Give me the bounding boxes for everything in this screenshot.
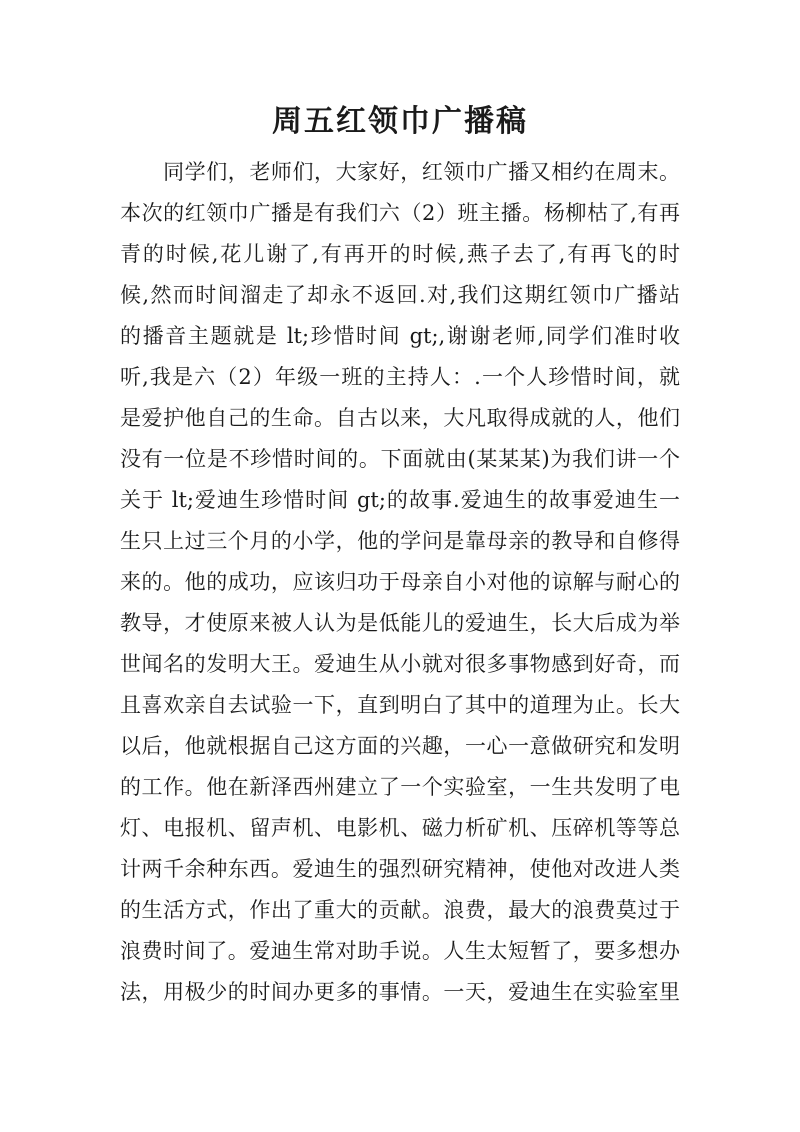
body-line: 听,我是六（2）年级一班的主持人：.一个人珍惜时间，就 xyxy=(120,365,680,389)
body-line: 的工作。他在新泽西州建立了一个实验室，一生共发明了电 xyxy=(120,775,680,799)
body-line: 法，用极少的时间办更多的事情。一天，爱迪生在实验室里 xyxy=(120,980,680,1004)
body-line: 候,然而时间溜走了却永不返回.对,我们这期红领巾广播站 xyxy=(120,283,680,307)
document-title: 周五红领巾广播稿 xyxy=(272,104,528,139)
body-line: 灯、电报机、留声机、电影机、磁力析矿机、压碎机等等总 xyxy=(120,816,680,840)
body-line: 青的时候,花儿谢了,有再开的时候,燕子去了,有再飞的时 xyxy=(120,242,680,266)
body-line: 关于 lt;爱迪生珍惜时间 gt;的故事.爱迪生的故事爱迪生一 xyxy=(120,488,680,512)
body-line: 浪费时间了。爱迪生常对助手说。人生太短暂了，要多想办 xyxy=(120,939,680,963)
body-line: 本次的红领巾广播是有我们六（2）班主播。杨柳枯了,有再 xyxy=(120,201,680,225)
body-line: 教导，才使原来被人认为是低能儿的爱迪生，长大后成为举 xyxy=(120,611,680,635)
body-line: 的生活方式，作出了重大的贡献。浪费，最大的浪费莫过于 xyxy=(120,898,680,922)
body-line: 同学们，老师们，大家好，红领巾广播又相约在周末。 xyxy=(120,160,680,184)
body-line: 世闻名的发明大王。爱迪生从小就对很多事物感到好奇，而 xyxy=(120,652,680,676)
body-line: 没有一位是不珍惜时间的。下面就由(某某某)为我们讲一个 xyxy=(120,447,680,471)
document-body xyxy=(120,152,680,1013)
body-line: 是爱护他自己的生命。自古以来，大凡取得成就的人，他们 xyxy=(120,406,680,430)
body-line: 的播音主题就是 lt;珍惜时间 gt;,谢谢老师,同学们准时收 xyxy=(120,324,680,348)
body-line: 计两千余种东西。爱迪生的强烈研究精神，使他对改进人类 xyxy=(120,857,680,881)
body-line: 以后，他就根据自己这方面的兴趣，一心一意做研究和发明 xyxy=(120,734,680,758)
body-line: 来的。他的成功，应该归功于母亲自小对他的谅解与耐心的 xyxy=(120,570,680,594)
body-line: 生只上过三个月的小学，他的学问是靠母亲的教导和自修得 xyxy=(120,529,680,553)
body-line: 且喜欢亲自去试验一下，直到明白了其中的道理为止。长大 xyxy=(120,693,680,717)
